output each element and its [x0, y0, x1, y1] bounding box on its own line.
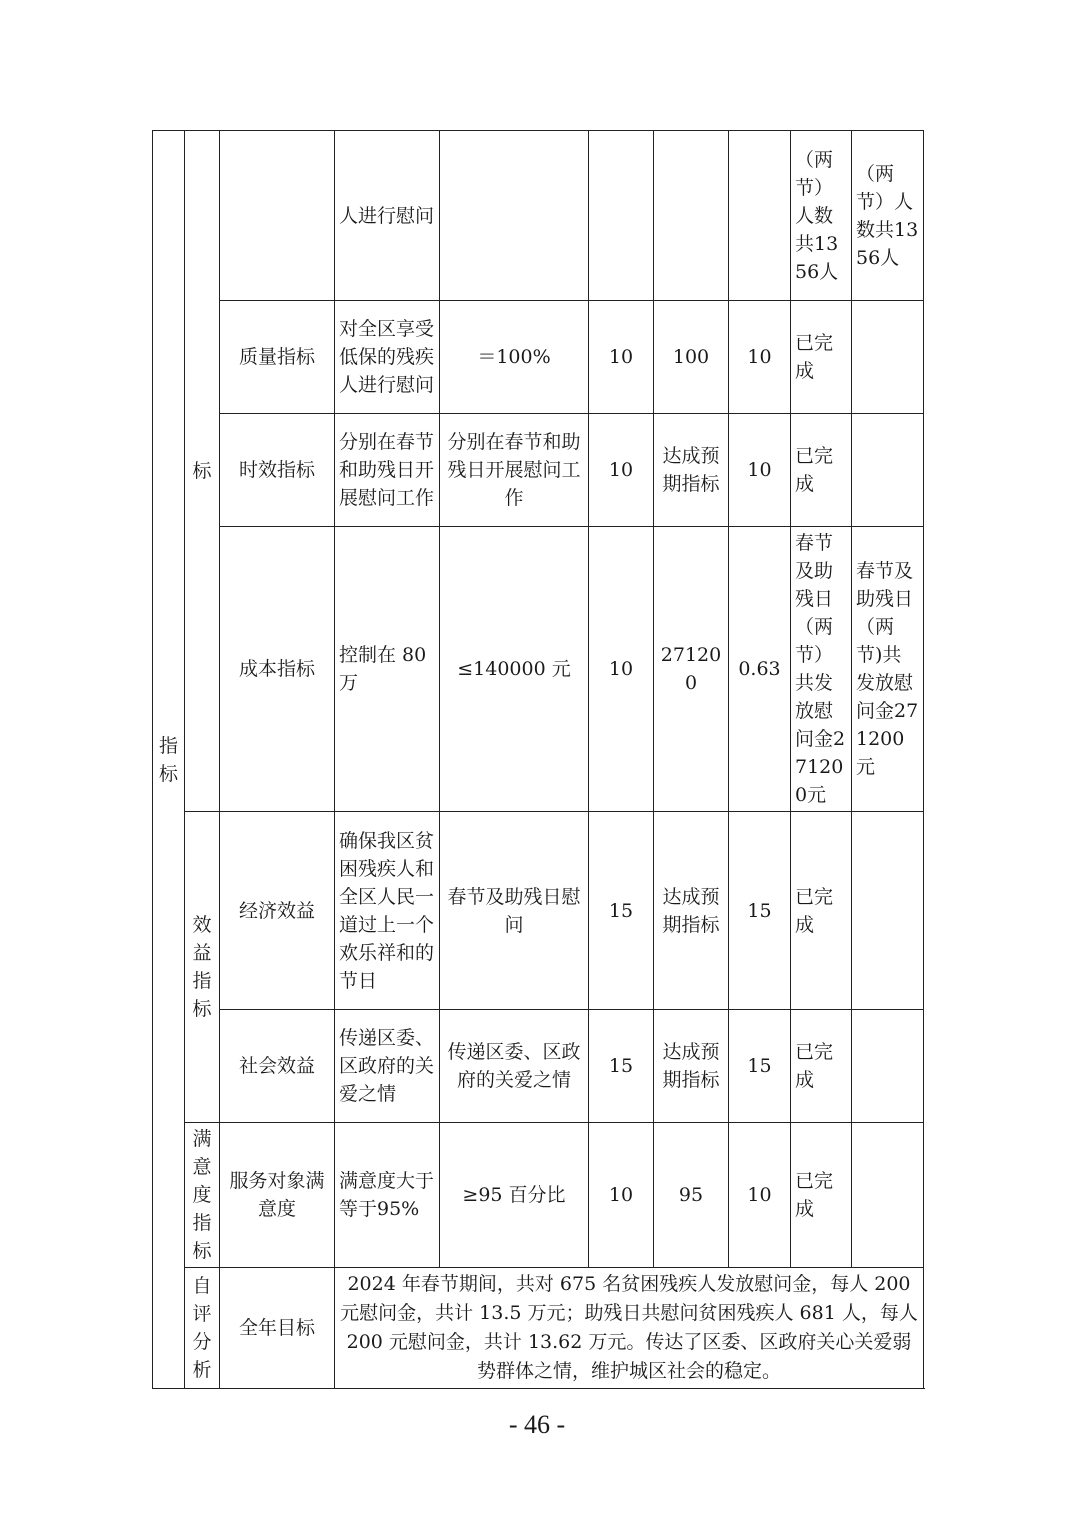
summary-cell: 2024 年春节期间，共对 675 名贫困残疾人发放慰问金，每人 200 元慰问金，共计 13.5 万元；助残日共慰问贫困残疾人 681 人，每人 200 元慰问金，共计 13.62 万元。传达了区委、区政府关心关爱弱势群体之情，维护城区社会的稳定。	[335, 1268, 924, 1389]
satisfaction-indicator-label-cell: 满意度指标	[185, 1123, 220, 1268]
quality-score-cell: 10	[729, 301, 791, 414]
social-content-cell: 传递区委、区政府的关爱之情	[335, 1010, 440, 1123]
quantity-status-cell: （两节）人数共1356人	[791, 131, 852, 301]
quality-content-cell: 对全区享受低保的残疾人进行慰问	[335, 301, 440, 414]
timeliness-status-cell: 已完成	[791, 414, 852, 527]
table-row	[153, 301, 924, 414]
quality-remarks-cell	[852, 301, 924, 414]
cost-remarks-cell: 春节及助残日（两节)共发放慰问金271200元	[852, 527, 924, 812]
benefit-indicator-label-cell: 效益指标	[185, 812, 220, 1123]
table-row	[153, 131, 924, 301]
timeliness-category-cell: 时效指标	[220, 414, 335, 527]
economic-actual-cell: 达成预期指标	[654, 812, 729, 1010]
timeliness-actual-cell: 达成预期指标	[654, 414, 729, 527]
timeliness-content-cell: 分别在春节和助残日开展慰问工作	[335, 414, 440, 527]
quantity-target-cell	[440, 131, 589, 301]
quality-status-cell: 已完成	[791, 301, 852, 414]
self-eval-label-cell: 自评分析	[185, 1268, 220, 1389]
economic-score-cell: 15	[729, 812, 791, 1010]
social-actual-cell: 达成预期指标	[654, 1010, 729, 1123]
satisfaction-actual-cell: 95	[654, 1123, 729, 1268]
indicator-label-cell: 指标	[153, 131, 185, 1389]
cost-status-cell: 春节及助残日（两节）共发放慰问金271200元	[791, 527, 852, 812]
social-score-cell: 15	[729, 1010, 791, 1123]
table-row	[153, 1010, 924, 1123]
output-indicator-label-cell: 标	[185, 131, 220, 812]
cost-target-cell: ≤140000 元	[440, 527, 589, 812]
social-weight-cell: 15	[589, 1010, 654, 1123]
quantity-score-cell	[729, 131, 791, 301]
social-remarks-cell	[852, 1010, 924, 1123]
performance-table	[152, 130, 924, 1389]
economic-status-cell: 已完成	[791, 812, 852, 1010]
timeliness-weight-cell: 10	[589, 414, 654, 527]
satisfaction-category-cell: 服务对象满意度	[220, 1123, 335, 1268]
satisfaction-weight-cell: 10	[589, 1123, 654, 1268]
quantity-category-cell	[220, 131, 335, 301]
table-row	[153, 414, 924, 527]
quality-category-cell: 质量指标	[220, 301, 335, 414]
quality-target-cell: ＝100%	[440, 301, 589, 414]
social-target-cell: 传递区委、区政府的关爱之情	[440, 1010, 589, 1123]
social-status-cell: 已完成	[791, 1010, 852, 1123]
quantity-remarks-cell: （两节）人数共1356人	[852, 131, 924, 301]
annual-target-label-cell: 全年目标	[220, 1268, 335, 1389]
cost-category-cell: 成本指标	[220, 527, 335, 812]
economic-target-cell: 春节及助残日慰问	[440, 812, 589, 1010]
quantity-weight-cell	[589, 131, 654, 301]
timeliness-target-cell: 分别在春节和助残日开展慰问工作	[440, 414, 589, 527]
quality-actual-cell: 100	[654, 301, 729, 414]
cost-weight-cell: 10	[589, 527, 654, 812]
quantity-content-cell: 人进行慰问	[335, 131, 440, 301]
satisfaction-status-cell: 已完成	[791, 1123, 852, 1268]
economic-category-cell: 经济效益	[220, 812, 335, 1010]
table-row	[153, 527, 924, 812]
satisfaction-content-cell: 满意度大于等于95%	[335, 1123, 440, 1268]
satisfaction-target-cell: ≥95 百分比	[440, 1123, 589, 1268]
cost-content-cell: 控制在 80 万	[335, 527, 440, 812]
economic-remarks-cell	[852, 812, 924, 1010]
economic-weight-cell: 15	[589, 812, 654, 1010]
social-category-cell: 社会效益	[220, 1010, 335, 1123]
timeliness-score-cell: 10	[729, 414, 791, 527]
satisfaction-score-cell: 10	[729, 1123, 791, 1268]
cost-score-cell: 0.63	[729, 527, 791, 812]
timeliness-remarks-cell	[852, 414, 924, 527]
table-row	[153, 1268, 924, 1389]
page-number: - 46 -	[508, 1410, 566, 1439]
table-row	[153, 1123, 924, 1268]
satisfaction-remarks-cell	[852, 1123, 924, 1268]
quality-weight-cell: 10	[589, 301, 654, 414]
quantity-actual-cell	[654, 131, 729, 301]
table-row	[153, 812, 924, 1010]
economic-content-cell: 确保我区贫困残疾人和全区人民一道过上一个欢乐祥和的节日	[335, 812, 440, 1010]
cost-actual-cell: 271200	[654, 527, 729, 812]
